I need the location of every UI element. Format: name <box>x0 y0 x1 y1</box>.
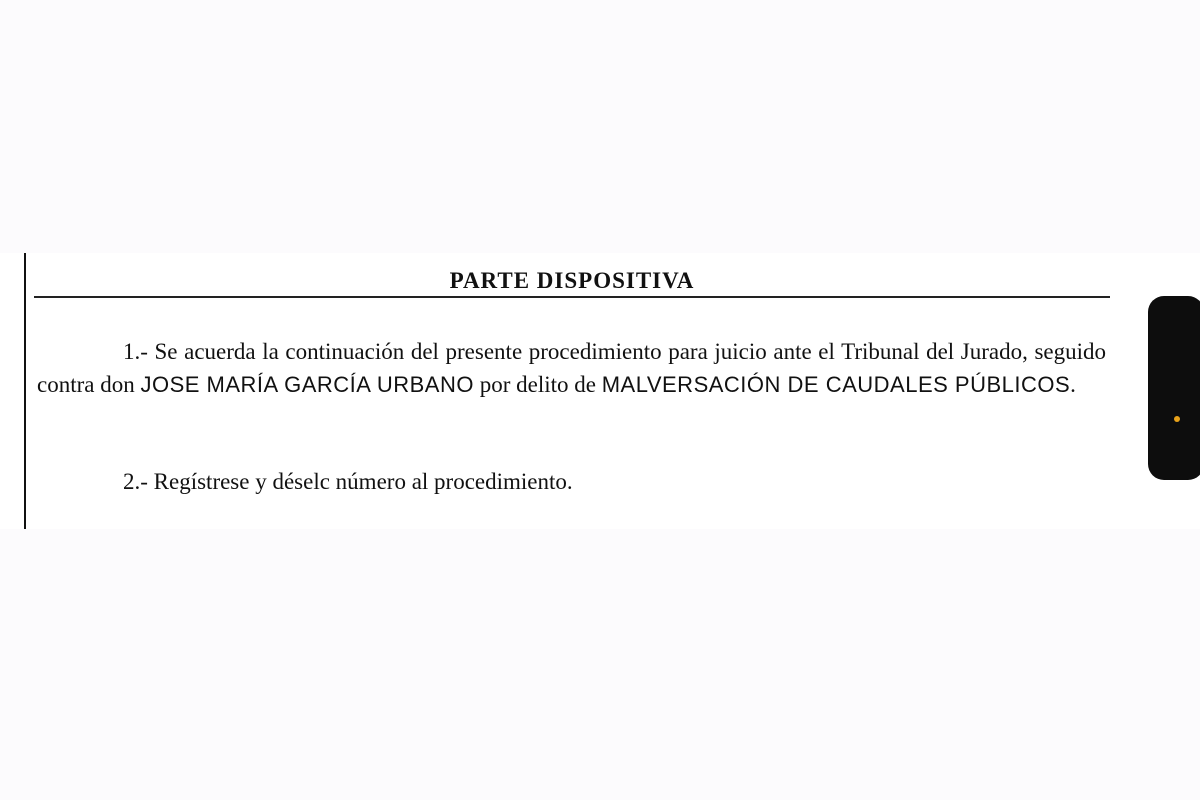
crime-name: MALVERSACIÓN DE CAUDALES PÚBLICOS <box>601 372 1071 397</box>
left-margin-rule <box>24 253 26 529</box>
paragraph-1-connector: por delito de <box>473 372 602 397</box>
defendant-name: JOSE MARÍA GARCÍA URBANO <box>140 372 474 397</box>
handle-indicator-dot <box>1174 416 1180 422</box>
heading-underline <box>34 296 1110 298</box>
paragraph-1 <box>37 335 1106 401</box>
paragraph-1-text: 1.- Se acuerda la continuación del presente procedimiento para juicio ante el Tribunal del Jurado, seguido contra don <box>37 339 1106 397</box>
document-heading: PARTE DISPOSITIVA <box>449 268 695 293</box>
paragraph-2: 2.- Regístrese y déselc número al procedimiento. <box>123 469 573 494</box>
paragraph-1-end: . <box>1070 372 1076 397</box>
scroll-handle-icon[interactable] <box>1148 296 1200 480</box>
